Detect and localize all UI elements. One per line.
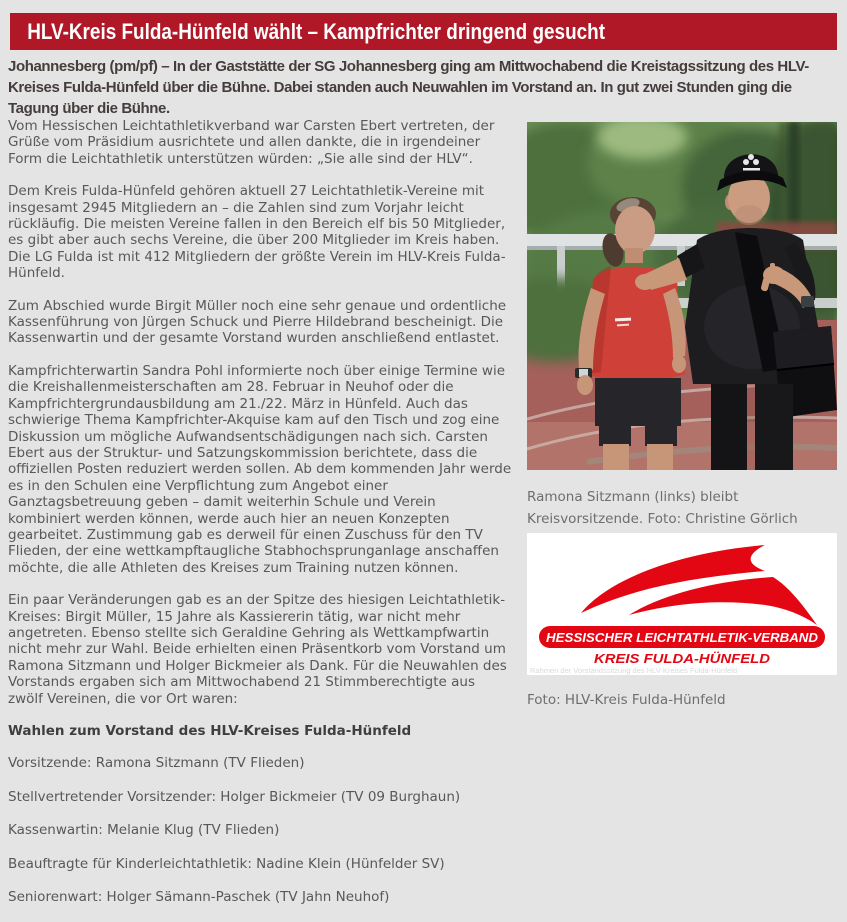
hlv-logo-illustration (527, 533, 837, 675)
logo-caption: Foto: HLV-Kreis Fulda-Hünfeld (527, 692, 726, 708)
paragraph: Vom Hessischen Leichtathletikverband war Carsten Ebert vertreten, der Grüße vom Präsidium ausrichtete und allen dankte, die in irgendeiner Form die Leichtathletik unterstützen würden: „Sie alle sind der HLV“. (8, 118, 495, 167)
logo-line1: HESSISCHER LEICHTATHLETIK-VERBAND (546, 630, 819, 645)
paragraph: Ein paar Veränderungen gab es an der Spitze des hiesigen Leichtathletik-Kreises: Birgit Müller, 15 Jahre als Kassiererin tätig, war nicht mehr angetreten. Ebenso stellte sich Geraldine Gehring als Wettkampfwartin nicht mehr zur Wahl. Beide erhielten einen Präsentkorb vom Vorstand um Ramona Sitzmann und Holger Bickmeier als Dank. Für die Neuwahlen des Vorstands ergaben sich am Mittwochabend 21 Stimmberechtigte aus zwölf Vereinen, die vor Ort waren: (8, 592, 507, 707)
federation-logo[interactable] (527, 533, 837, 675)
election-item: Seniorenwart: Holger Sämann-Paschek (TV Jahn Neuhof) (8, 889, 390, 906)
article-body (8, 118, 512, 922)
paragraph: Dem Kreis Fulda-Hünfeld gehören aktuell 27 Leichtathletik-Vereine mit insgesamt 2945 Mitgliedern an – die Zahlen sind zum Vorjahr leicht rückläufig. Die meisten Vereine fallen in den Bereich elf bis 50 Mitglieder, es gibt aber auch sechs Vereine, die über 200 Mitglieder im Kreis haben. Die LG Fulda ist mit 412 Mitgliedern der größte Verein im HLV-Kreis Fulda-Hünfeld. (8, 183, 506, 282)
article-title-bar (10, 13, 837, 50)
track-photo-illustration (527, 122, 837, 470)
election-heading: Wahlen zum Vorstand des HLV-Kreises Fulda-Hünfeld (8, 723, 412, 739)
logo-watermark-text: Rahmen der Vorstandssitzung des HLV-Kreises Fulda-Hünfeld (530, 666, 738, 675)
election-results-list (8, 755, 512, 905)
photo-caption: Ramona Sitzmann (links) bleibt Kreisvorsitzende. Foto: Christine Görlich (527, 489, 798, 527)
paragraph: Zum Abschied wurde Birgit Müller noch eine sehr genaue und ordentliche Kassenführung von Jürgen Schuck und Pierre Hildebrand bescheinigt. Die Kassenwartin und der gesamte Vorstand wurden anschließend entlastet. (8, 297, 507, 347)
election-item: Kassenwartin: Melanie Klug (TV Flieden) (8, 822, 280, 839)
election-item: Beauftragte für Kinderleichtathletik: Nadine Klein (Hünfelder SV) (8, 855, 445, 872)
page-title: HLV-Kreis Fulda-Hünfeld wählt – Kampfrichter dringend gesucht (27, 18, 606, 44)
election-item: Stellvertretender Vorsitzender: Holger Bickmeier (TV 09 Burghaun) (8, 788, 461, 805)
paragraph: Kampfrichterwartin Sandra Pohl informierte noch über einige Termine wie die Kreishallenmeisterschaften am 28. Februar in Neuhof oder die Kampfrichtergrundausbildung am 21./22. März in Hünfeld. Auch das schwierige Thema Kampfrichter-Akquise kam auf den Tisch und zog eine Diskussion um mögliche Aufwandsentschädigungen nach sich. Carsten Ebert aus der Struktur- und Satzungskommission berichtete, dass die offiziellen Posten reduziert werden sollen. Ab dem kommenden Jahr werde es in den Schulen eine Verpflichtung zum Angebot einer Ganztagsbetreuung geben – damit weiterhin Schule und Verein kombiniert werden können, werde auch hier an neuen Konzepten gearbeitet. Zustimmung gab es derweil für einen Zuschuss für den TV Flieden, der eine wettkampftaugliche Stabhochsprunganlage anschaffen möchte, die alle Athleten des Kreises zum Training nutzen können. (8, 362, 512, 576)
logo-line2: KREIS FULDA-HÜNFELD (594, 652, 742, 666)
article-photo[interactable] (527, 122, 837, 470)
election-item: Vorsitzende: Ramona Sitzmann (TV Flieden) (8, 755, 305, 772)
article-lede: Johannesberg (pm/pf) – In der Gaststätte der SG Johannesberg ging am Mittwochabend die Kreistagssitzung des HLV-Kreises Fulda-Hünfeld über die Bühne. Dabei standen auch Neuwahlen im Vorstand an. In gut zwei Stunden ging die Tagung über die Bühne. (8, 58, 809, 117)
